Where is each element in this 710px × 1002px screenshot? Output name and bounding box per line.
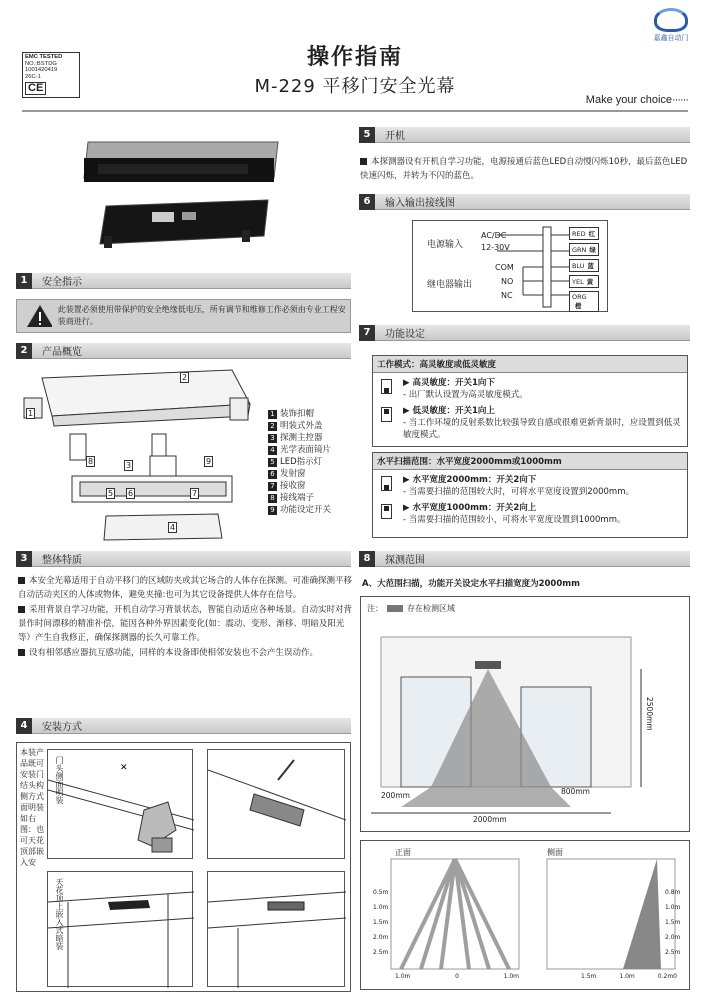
part-number: 6	[268, 470, 277, 479]
front-y-axis	[373, 885, 388, 960]
option-title-text: 水平宽度1000mm：开关2向上	[412, 503, 537, 513]
part-label: 装饰扣帽	[280, 409, 315, 419]
product-bottom-image	[92, 196, 272, 254]
section-4-header	[16, 718, 351, 734]
axis-tick-label: 2.5m	[373, 949, 389, 956]
install-image-side-2	[207, 749, 345, 859]
callout-5: 5	[108, 489, 114, 498]
legend-note: 注：	[367, 604, 383, 613]
front-x-axis	[395, 973, 519, 980]
ceiling-mount-drawing	[48, 872, 194, 988]
callout-9: 9	[206, 457, 212, 466]
part-number: 4	[268, 446, 277, 455]
part-item	[268, 408, 353, 420]
axis-tick-label: 1.0m	[665, 904, 681, 911]
part-label: 接线端子	[280, 493, 315, 503]
part-number: 8	[268, 494, 277, 503]
feature-text: 设有相邻感应器抗互感功能，同样的本设备即使相邻安装也不会产生误动作。	[29, 648, 319, 658]
safety-warning	[16, 299, 351, 333]
mode-heading: 水平扫描范围：水平宽度2000mm或1000mm	[373, 453, 687, 470]
install-image-side	[47, 749, 193, 859]
axis-tick-label: 1.5m	[373, 919, 389, 926]
install-image-ceiling	[47, 871, 193, 987]
option-desc: - 当需要扫描的范围较大时，可将水平宽度设置到2000mm。	[403, 487, 634, 497]
wire-code: GRN	[572, 246, 587, 254]
feature-text: 本安全光幕适用于自动平移门的区域防夹或其它场合的人体存在探测。可准确探测平移自动活动夹区的人体或物体，避免夹撞:也可为其它设备提供人体存在信号。	[18, 576, 353, 600]
part-item	[268, 444, 353, 456]
part-item	[268, 456, 353, 468]
wire-color-list	[569, 227, 599, 315]
cert-line: 1001420419	[25, 67, 58, 74]
power-on-text	[360, 155, 692, 183]
wire-code: ORG	[572, 293, 587, 301]
section-number: 6	[359, 194, 375, 210]
bullet-icon	[18, 577, 25, 584]
section-title: 整体特质	[42, 555, 82, 566]
voltage-label: 12-30V	[481, 243, 510, 252]
part-number: 9	[268, 506, 277, 515]
part-item	[268, 468, 353, 480]
section-number: 8	[359, 551, 375, 567]
mode-option	[373, 474, 687, 498]
section-title: 开机	[385, 131, 405, 142]
side-view-label: 侧面	[547, 848, 563, 857]
brand-logo	[650, 8, 692, 43]
feature-list	[18, 574, 352, 660]
option-desc-text: 出厂默认设置为高灵敏度模式。	[408, 390, 528, 400]
option-desc: - 当需要扫描的范围较小，可将水平宽度设置到1000mm。	[403, 515, 626, 525]
part-label: 发射窗	[280, 469, 306, 479]
callout-7: 7	[192, 489, 198, 498]
section-number: 1	[16, 273, 32, 289]
header-rule	[22, 110, 688, 112]
section-8-header	[359, 551, 690, 567]
section-6-header	[359, 194, 690, 210]
exploded-view-diagram	[22, 364, 262, 544]
ceiling-mount-drawing-2	[208, 872, 346, 988]
axis-tick-label: 0.8m	[665, 889, 681, 896]
legend	[367, 603, 455, 614]
section-5-header	[359, 127, 690, 143]
cert-line: EMC TESTED	[25, 54, 63, 60]
part-number: 7	[268, 482, 277, 491]
section-title: 探测范围	[385, 555, 425, 566]
product-photo-bottom	[92, 196, 272, 254]
section-title: 产品概览	[42, 347, 82, 358]
section-3-header	[16, 551, 351, 567]
option-desc: - 出厂默认设置为高灵敏度模式。	[403, 390, 528, 400]
section-title: 安装方式	[42, 722, 82, 733]
side-mount-drawing	[48, 750, 194, 860]
wire-color-item	[569, 259, 599, 272]
logo-text: 嘉鑫自动门	[653, 34, 689, 42]
acdc-label: AC/DC	[481, 231, 507, 240]
option-desc-text: 当需要扫描的范围较小，可将水平宽度设置到1000mm。	[408, 515, 626, 525]
axis-tick-label: 1.5m	[665, 919, 681, 926]
option-title-text: 水平宽度2000mm：开关2向下	[412, 475, 537, 485]
bullet-icon	[18, 606, 25, 613]
dim-height: 2500mm	[645, 697, 654, 731]
part-item	[268, 480, 353, 492]
slogan-text: Make your choice	[585, 94, 673, 106]
wire-code: YEL	[572, 278, 584, 286]
exploded-view-drawing	[22, 364, 262, 544]
wire-code: RED	[572, 230, 586, 238]
section-1-header	[16, 273, 351, 289]
option-desc-text: 当需要扫描的范围较大时，可将水平宽度设置到2000mm。	[408, 487, 634, 497]
callout-3: 3	[126, 461, 132, 470]
callout-8: 8	[88, 457, 94, 466]
axis-tick-label: 0.5m	[373, 889, 389, 896]
option-desc-text: 当工作环境的反射系数比较强导致自感或很难更新背景时，应设置到低灵敏度模式。	[403, 418, 681, 440]
option-title-text: 高灵敏度：开关1向下	[412, 378, 495, 388]
option-title-text: 低灵敏度：开关1向上	[412, 406, 495, 416]
install-image-ceiling-2	[207, 871, 345, 987]
install-panel	[16, 742, 351, 992]
warning-text: 此装置必须使用带保护的安全绝缘低电压，所有调节和维修工作必须由专业工程安装商进行。	[57, 305, 346, 326]
section-title: 输入输出接线图	[385, 198, 455, 209]
pattern-drawing	[361, 841, 691, 991]
axis-tick-label: 0	[455, 973, 459, 980]
feature-item	[18, 646, 352, 660]
part-label: LED指示灯	[280, 457, 323, 467]
product-top-image	[78, 138, 283, 186]
dip-switch-icon	[381, 379, 392, 394]
section-7-header	[359, 325, 690, 341]
section-title: 安全指示	[42, 277, 82, 288]
legend-swatch	[387, 605, 403, 612]
axis-tick-label: 1.0m	[373, 904, 389, 911]
axis-tick-label: 2.5m	[665, 949, 681, 956]
option-desc: - 当工作环境的反射系数比较强导致自感或很难更新背景时，应设置到低灵敏度模式。	[403, 418, 681, 440]
door-scene-drawing	[361, 617, 691, 831]
part-item	[268, 432, 353, 444]
mode-heading: 工作模式：高灵敏度或低灵敏度	[373, 356, 687, 373]
power-on-desc: 本探测器设有开机自学习功能，电源接通后蓝色LED自动慢闪烁10秒，最后蓝色LED快速闪烁，并转为不闪的蓝色。	[360, 157, 688, 181]
warning-icon	[25, 303, 52, 329]
section-number: 5	[359, 127, 375, 143]
axis-tick-label: 0.2m0	[657, 973, 677, 980]
com-label: COM	[495, 263, 514, 272]
section-number: 2	[16, 343, 32, 359]
axis-tick-label: 2.0m	[373, 934, 389, 941]
no-label: NO	[501, 277, 514, 286]
part-label: 接收窗	[280, 481, 306, 491]
wire-code: BLU	[572, 262, 585, 270]
axis-tick-label: 1.0m	[503, 973, 519, 980]
feature-text: 采用背景自学习功能，开机自动学习背景状态，智能自动适应各种场景。自动实时对背景作时间漂移的精准补偿，能因各种外界因素变化(如：震动、变形、渐移、明暗及阳光等）产生自我修正，确保探测器的长久可靠工作。	[18, 605, 353, 643]
feature-item	[18, 603, 352, 645]
part-label: 光学表面镜片	[280, 445, 332, 455]
callout-2: 2	[182, 373, 188, 382]
feature-item	[18, 574, 352, 602]
part-label: 探测主控器	[280, 433, 323, 443]
part-number: 3	[268, 434, 277, 443]
part-item	[268, 504, 353, 516]
relay-output-label: 继电器输出	[427, 280, 473, 290]
wiring-diagram	[412, 220, 608, 312]
side-y-axis	[665, 885, 680, 960]
section-number: 3	[16, 551, 32, 567]
axis-tick-label: 1.5m	[581, 973, 597, 980]
dim-left: 200mm	[381, 791, 410, 800]
power-input-label: 电源输入	[427, 240, 464, 250]
part-item	[268, 492, 353, 504]
callout-6: 6	[128, 489, 134, 498]
part-number: 2	[268, 422, 277, 431]
svg-text:✕: ✕	[120, 763, 128, 773]
mode-option	[373, 377, 687, 401]
axis-tick-label: 1.0m	[619, 973, 635, 980]
dim-right: 800mm	[561, 787, 590, 796]
legend-label: 存在检测区域	[407, 604, 455, 613]
mode-option	[373, 405, 687, 441]
wire-color-item	[569, 243, 599, 256]
part-number: 5	[268, 458, 277, 467]
callout-4: 4	[170, 523, 176, 532]
nc-label: NC	[501, 291, 513, 300]
range-caption: A、大范围扫描，功能开关设定水平扫描宽度为2000mm	[362, 579, 580, 589]
cert-line: NO.:BSTDG	[25, 60, 57, 67]
section-title: 功能设定	[385, 329, 425, 340]
part-number: 1	[268, 410, 277, 419]
part-label: 功能设定开关	[280, 505, 332, 515]
logo-icon	[654, 8, 688, 32]
product-photo-top	[78, 138, 283, 186]
section-number: 7	[359, 325, 375, 341]
wire-color-item	[569, 227, 599, 240]
axis-tick-label: 1.0m	[395, 973, 411, 980]
install-side-note: 本装产品既可安装门结头构侧方式面明装如右图：也可天花顶部嵌入安	[20, 748, 44, 867]
option-title: ▶ 水平宽度1000mm：开关2向上	[403, 503, 537, 513]
section-number: 4	[16, 718, 32, 734]
callout-1: 1	[28, 409, 34, 418]
side-mount-drawing-2	[208, 750, 346, 860]
sensitivity-mode-panel	[372, 355, 688, 447]
section-2-header	[16, 343, 351, 359]
slogan: Make your choice······	[585, 94, 688, 106]
dip-switch-icon	[381, 476, 392, 491]
page-title: 操作指南	[306, 45, 403, 70]
wire-chinese: 绿	[589, 246, 596, 254]
scan-width-panel	[372, 452, 688, 538]
cert-line: 26C-1	[25, 73, 41, 80]
dim-width: 2000mm	[473, 815, 507, 824]
part-label: 明装式外盖	[280, 421, 323, 431]
install-caption-side: 门头侧面明装	[55, 756, 64, 804]
axis-tick-label: 2.0m	[665, 934, 681, 941]
dip-switch-icon	[381, 407, 392, 422]
option-title: ▶ 高灵敏度：开关1向下	[403, 378, 495, 388]
side-x-axis	[581, 973, 677, 980]
option-title: ▶ 低灵敏度：开关1向上	[403, 406, 495, 416]
dip-switch-icon	[381, 504, 392, 519]
part-item	[268, 420, 353, 432]
front-view-label: 正面	[395, 848, 411, 857]
wire-chinese: 黄	[586, 278, 594, 286]
wire-chinese: 橙	[575, 302, 582, 310]
wire-chinese: 蓝	[587, 262, 595, 270]
option-title: ▶ 水平宽度2000mm：开关2向下	[403, 475, 537, 485]
bullet-icon	[18, 649, 25, 656]
range-diagram-panel	[360, 596, 690, 832]
wire-color-item	[569, 291, 599, 312]
ce-mark: CE	[25, 82, 46, 95]
wire-chinese: 红	[588, 230, 596, 238]
wire-color-item	[569, 275, 599, 288]
page-subtitle: M-229 平移门安全光幕	[254, 76, 456, 97]
mode-option	[373, 502, 687, 526]
detection-pattern-panel	[360, 840, 690, 990]
parts-list	[268, 408, 353, 516]
bullet-icon	[360, 158, 367, 165]
install-caption-ceiling: 天花顶上嵌入式暗装	[55, 878, 64, 950]
